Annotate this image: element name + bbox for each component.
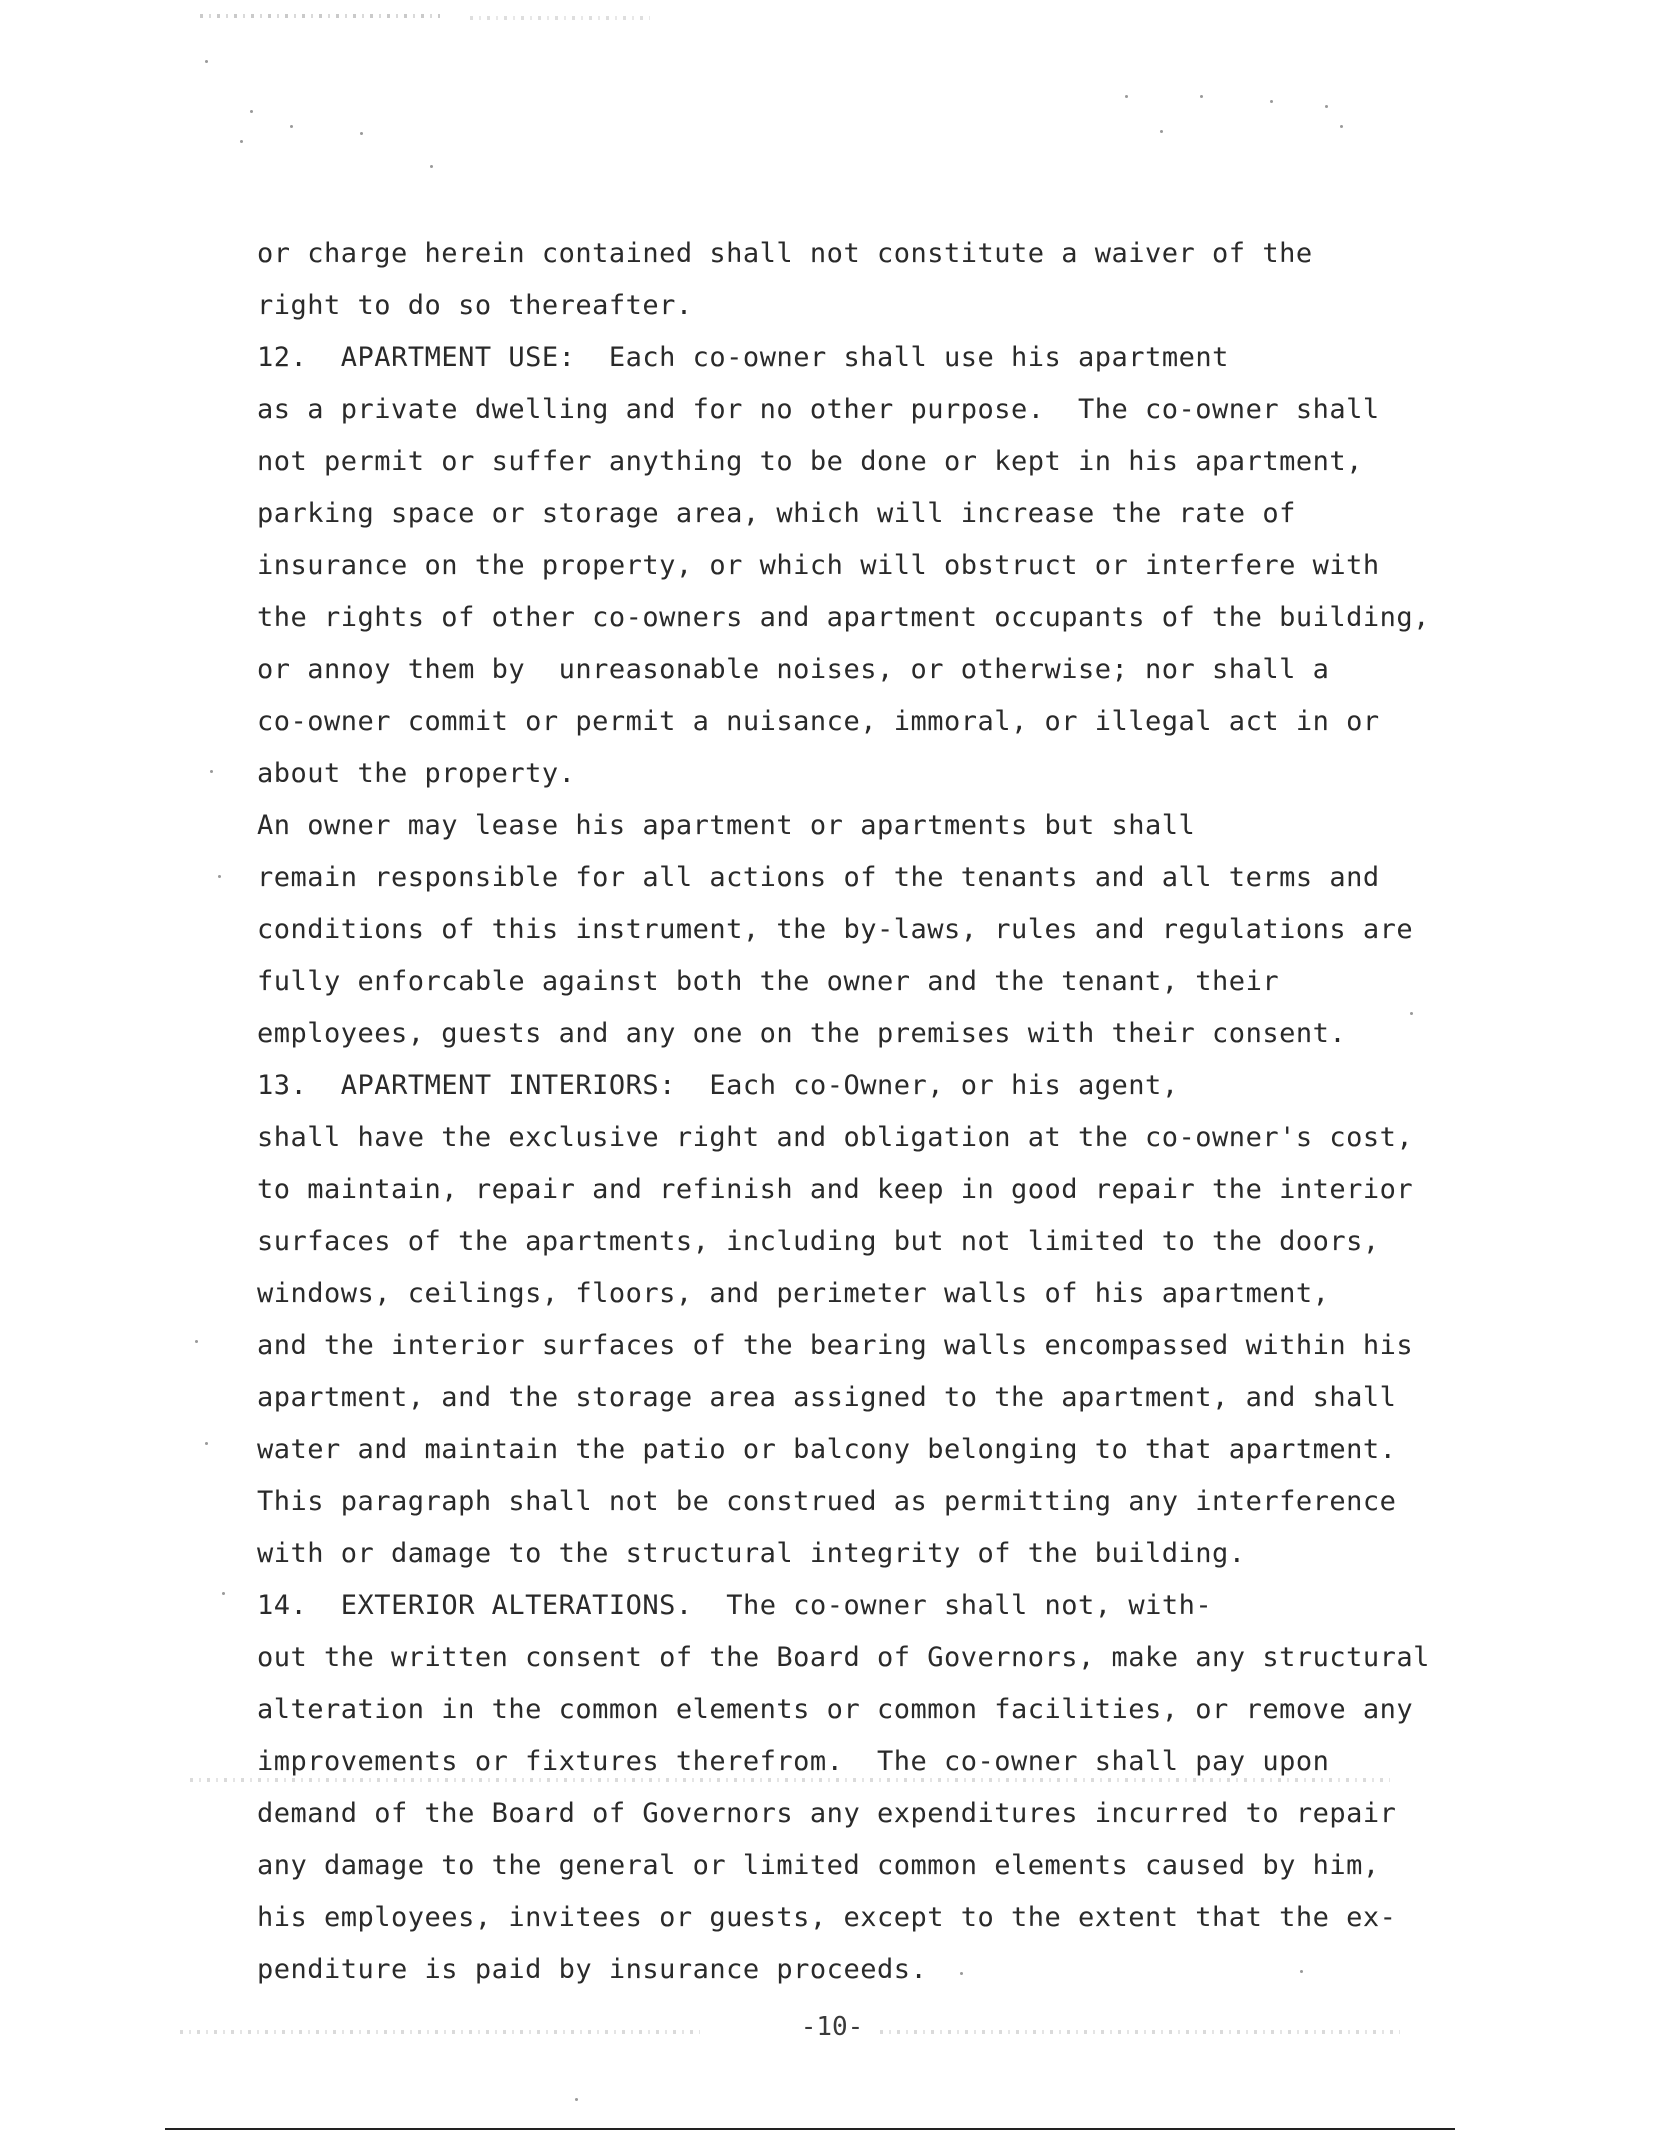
text-line: This paragraph shall not be construed as permitting any interference [257, 1486, 1397, 1517]
section-12-apartment-use [257, 332, 1430, 800]
section-13-apartment-interiors [257, 1060, 1414, 1580]
text-line: his employees, invitees or guests, except to the extent that the ex- [257, 1902, 1397, 1933]
paragraph-continuation [257, 228, 1357, 332]
text-line: to maintain, repair and refinish and keep in good repair the interior [257, 1174, 1414, 1205]
text-line: or charge herein contained shall not constitute a waiver of the [257, 238, 1313, 269]
lease-paragraph [257, 800, 1414, 1060]
text-line: conditions of this instrument, the by-laws, rules and regulations are [257, 914, 1414, 945]
text-line: any damage to the general or limited common elements caused by him, [257, 1850, 1380, 1881]
text-line: parking space or storage area, which will increase the rate of [257, 498, 1296, 529]
text-line: demand of the Board of Governors any expenditures incurred to repair [257, 1798, 1397, 1829]
text-line: employees, guests and any one on the premises with their consent. [257, 1018, 1347, 1049]
text-line: An owner may lease his apartment or apartments but shall [257, 810, 1196, 841]
section-number: 12. [257, 342, 308, 373]
text-line: alteration in the common elements or common facilities, or remove any [257, 1694, 1414, 1725]
document-body [257, 228, 1430, 1996]
text-line: Each co-Owner, or his agent, [709, 1070, 1179, 1101]
text-line: and the interior surfaces of the bearing walls encompassed within his [257, 1330, 1414, 1361]
page-number: -10- [800, 2012, 864, 2042]
section-13-first-line [257, 1060, 1357, 1112]
section-heading: APARTMENT USE: [340, 342, 576, 373]
text-line: with or damage to the structural integrity of the building. [257, 1538, 1246, 1569]
text-line: surfaces of the apartments, including but not limited to the doors, [257, 1226, 1380, 1257]
text-line: right to do so thereafter. [257, 290, 693, 321]
section-heading: APARTMENT INTERIORS: [340, 1070, 676, 1101]
section-number: 13. [257, 1070, 308, 1101]
text-line: about the property. [257, 758, 576, 789]
text-line: not permit or suffer anything to be done or kept in his apartment, [257, 446, 1363, 477]
section-number: 14. [257, 1590, 308, 1621]
text-line: shall have the exclusive right and obligation at the co-owner's cost, [257, 1122, 1414, 1153]
page-bottom-rule [165, 2128, 1455, 2130]
text-line: co-owner commit or permit a nuisance, immoral, or illegal act in or [257, 706, 1380, 737]
text-line: windows, ceilings, floors, and perimeter walls of his apartment, [257, 1278, 1330, 1309]
text-line: or annoy them by unreasonable noises, or otherwise; nor shall a [257, 654, 1330, 685]
section-heading: EXTERIOR ALTERATIONS. [340, 1590, 693, 1621]
text-line: insurance on the property, or which will obstruct or interfere with [257, 550, 1380, 581]
text-line: the rights of other co-owners and apartment occupants of the building, [257, 602, 1430, 633]
text-line: water and maintain the patio or balcony belonging to that apartment. [257, 1434, 1397, 1465]
text-line: remain responsible for all actions of the tenants and all terms and [257, 862, 1380, 893]
text-line: The co-owner shall not, with- [726, 1590, 1213, 1621]
text-line: out the written consent of the Board of Governors, make any structural [257, 1642, 1430, 1673]
text-line: as a private dwelling and for no other purpose. The co-owner shall [257, 394, 1380, 425]
section-14-first-line [257, 1580, 1357, 1632]
section-14-exterior-alterations [257, 1580, 1430, 1996]
text-line: Each co-owner shall use his apartment [608, 342, 1229, 373]
text-line: fully enforcable against both the owner and the tenant, their [257, 966, 1280, 997]
section-12-first-line [257, 332, 1357, 384]
text-line: apartment, and the storage area assigned to the apartment, and shall [257, 1382, 1397, 1413]
text-line: improvements or fixtures therefrom. The co-owner shall pay upon [257, 1746, 1330, 1777]
text-line: penditure is paid by insurance proceeds. [257, 1954, 928, 1985]
